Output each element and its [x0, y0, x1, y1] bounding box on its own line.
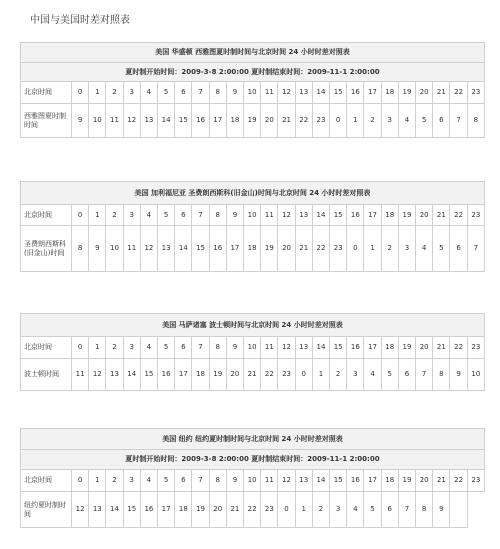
cell: 11 — [261, 205, 278, 226]
cell: 2 — [381, 226, 398, 272]
cell: 23 — [467, 82, 484, 104]
cell: 17 — [364, 82, 381, 104]
cell: 12 — [278, 337, 295, 359]
cell: 20 — [416, 470, 433, 492]
cell: 4 — [364, 359, 381, 391]
cell-empty — [467, 492, 484, 528]
cell: 14 — [158, 104, 175, 138]
cell: 0 — [72, 205, 89, 226]
cell: 7 — [450, 104, 467, 138]
cell: 22 — [450, 470, 467, 492]
cell: 4 — [140, 205, 157, 226]
table-row-local — [21, 226, 485, 272]
cell: 19 — [398, 337, 415, 359]
cell: 15 — [330, 470, 347, 492]
cell: 3 — [123, 205, 140, 226]
table-row-beijing — [21, 470, 485, 492]
cell: 15 — [140, 359, 157, 391]
cell: 3 — [347, 359, 364, 391]
cell: 22 — [450, 337, 467, 359]
cell: 8 — [209, 470, 226, 492]
cell: 9 — [433, 492, 450, 528]
cell: 19 — [398, 470, 415, 492]
cell: 5 — [381, 359, 398, 391]
cell: 14 — [312, 82, 329, 104]
cell: 21 — [433, 82, 450, 104]
cell: 15 — [330, 82, 347, 104]
cell-empty — [450, 492, 467, 528]
cell: 1 — [312, 359, 329, 391]
cell: 13 — [295, 337, 312, 359]
cell: 10 — [244, 82, 261, 104]
cell: 18 — [381, 205, 398, 226]
cell: 22 — [450, 205, 467, 226]
cell: 4 — [398, 104, 415, 138]
cell: 0 — [72, 337, 89, 359]
cell: 2 — [364, 104, 381, 138]
cell: 6 — [175, 205, 192, 226]
cell: 1 — [364, 226, 381, 272]
cell: 16 — [347, 470, 364, 492]
cell: 19 — [244, 104, 261, 138]
cell: 17 — [364, 337, 381, 359]
cell: 8 — [467, 104, 484, 138]
cell: 15 — [192, 226, 209, 272]
cell: 16 — [158, 359, 175, 391]
cell: 7 — [467, 226, 484, 272]
table-row-beijing — [21, 82, 485, 104]
cell: 6 — [175, 337, 192, 359]
cell: 17 — [175, 359, 192, 391]
cell: 1 — [347, 104, 364, 138]
row-label: 北京时间 — [21, 337, 72, 359]
cell: 12 — [89, 359, 106, 391]
cell: 23 — [330, 226, 347, 272]
cell: 5 — [364, 492, 381, 528]
cell: 9 — [226, 205, 243, 226]
cell: 15 — [330, 205, 347, 226]
cell: 22 — [261, 359, 278, 391]
cell: 12 — [123, 104, 140, 138]
cell: 8 — [433, 359, 450, 391]
cell: 13 — [140, 104, 157, 138]
cell: 8 — [416, 492, 433, 528]
cell: 5 — [416, 104, 433, 138]
cell: 11 — [106, 104, 123, 138]
cell: 9 — [89, 226, 106, 272]
table-row-local — [21, 492, 485, 528]
cell: 0 — [347, 226, 364, 272]
cell: 3 — [330, 492, 347, 528]
cell: 16 — [347, 82, 364, 104]
cell: 20 — [416, 82, 433, 104]
cell: 18 — [381, 337, 398, 359]
cell: 14 — [106, 492, 123, 528]
cell: 6 — [175, 82, 192, 104]
cell: 10 — [106, 226, 123, 272]
cell: 21 — [295, 226, 312, 272]
cell: 18 — [381, 470, 398, 492]
cell: 19 — [398, 205, 415, 226]
cell: 8 — [209, 205, 226, 226]
cell: 15 — [330, 337, 347, 359]
cell: 14 — [123, 359, 140, 391]
cell: 2 — [106, 470, 123, 492]
cell: 11 — [261, 470, 278, 492]
cell: 10 — [244, 205, 261, 226]
cell: 13 — [295, 205, 312, 226]
table-row-local — [21, 104, 485, 138]
cell: 6 — [450, 226, 467, 272]
cell: 22 — [450, 82, 467, 104]
cell: 17 — [209, 104, 226, 138]
cell: 23 — [278, 359, 295, 391]
cell: 9 — [72, 104, 89, 138]
table-title: 美国 马萨诸塞 波士顿时间与北京时间 24 小时时差对照表 — [21, 314, 485, 337]
cell: 10 — [244, 337, 261, 359]
cell: 4 — [140, 470, 157, 492]
cell: 19 — [261, 226, 278, 272]
cell: 10 — [467, 359, 484, 391]
cell: 12 — [140, 226, 157, 272]
cell: 13 — [158, 226, 175, 272]
cell: 5 — [433, 226, 450, 272]
cell: 7 — [398, 492, 415, 528]
boston-table — [20, 313, 485, 391]
table-subtitle: 夏时制开始时间：2009-3-8 2:00:00 夏时制结束时间：2009-11-1 2:00:00 — [21, 450, 485, 470]
cell: 23 — [467, 470, 484, 492]
cell: 7 — [192, 470, 209, 492]
cell: 7 — [416, 359, 433, 391]
cell: 22 — [295, 104, 312, 138]
table-row-local — [21, 359, 485, 391]
row-label: 西雅图夏时制时间 — [21, 104, 72, 138]
cell: 13 — [295, 82, 312, 104]
table-title: 美国 华盛顿 西雅图夏时制时间与北京时间 24 小时时差对照表 — [21, 43, 485, 63]
row-label: 北京时间 — [21, 82, 72, 104]
cell: 4 — [416, 226, 433, 272]
cell: 6 — [175, 470, 192, 492]
cell: 14 — [312, 337, 329, 359]
cell: 20 — [209, 492, 226, 528]
cell: 2 — [106, 337, 123, 359]
cell: 0 — [278, 492, 295, 528]
cell: 6 — [381, 492, 398, 528]
cell: 8 — [209, 337, 226, 359]
cell: 2 — [106, 82, 123, 104]
cell: 21 — [278, 104, 295, 138]
cell: 11 — [123, 226, 140, 272]
cell: 7 — [192, 205, 209, 226]
cell: 12 — [278, 205, 295, 226]
cell: 9 — [450, 359, 467, 391]
row-label: 纽约夏时制时间 — [21, 492, 72, 528]
cell: 22 — [244, 492, 261, 528]
cell: 13 — [89, 492, 106, 528]
cell: 16 — [209, 226, 226, 272]
san-francisco-table — [20, 181, 485, 272]
cell: 21 — [226, 492, 243, 528]
new-york-dst-table — [20, 428, 485, 528]
cell: 12 — [278, 470, 295, 492]
cell: 3 — [123, 337, 140, 359]
cell: 2 — [330, 359, 347, 391]
cell: 19 — [192, 492, 209, 528]
cell: 3 — [123, 470, 140, 492]
row-label: 北京时间 — [21, 470, 72, 492]
cell: 17 — [364, 205, 381, 226]
cell: 5 — [158, 205, 175, 226]
cell: 21 — [433, 205, 450, 226]
cell: 14 — [312, 470, 329, 492]
cell: 5 — [158, 82, 175, 104]
cell: 19 — [398, 82, 415, 104]
cell: 6 — [398, 359, 415, 391]
cell: 14 — [312, 205, 329, 226]
cell: 6 — [433, 104, 450, 138]
cell: 10 — [244, 470, 261, 492]
cell: 21 — [433, 470, 450, 492]
cell: 19 — [209, 359, 226, 391]
cell: 7 — [192, 82, 209, 104]
cell: 20 — [261, 104, 278, 138]
table-row-beijing — [21, 337, 485, 359]
cell: 21 — [433, 337, 450, 359]
cell: 1 — [89, 337, 106, 359]
cell: 11 — [261, 337, 278, 359]
cell: 3 — [381, 104, 398, 138]
cell: 2 — [312, 492, 329, 528]
cell: 0 — [72, 470, 89, 492]
cell: 18 — [192, 359, 209, 391]
cell: 15 — [123, 492, 140, 528]
cell: 16 — [140, 492, 157, 528]
table-title: 美国 加利福尼亚 圣费朗西斯科(旧金山)时间与北京时间 24 小时时差对照表 — [21, 182, 485, 205]
cell: 22 — [312, 226, 329, 272]
cell: 8 — [72, 226, 89, 272]
cell: 16 — [347, 205, 364, 226]
cell: 1 — [295, 492, 312, 528]
cell: 16 — [192, 104, 209, 138]
cell: 18 — [244, 226, 261, 272]
cell: 18 — [175, 492, 192, 528]
cell: 23 — [467, 205, 484, 226]
cell: 1 — [89, 470, 106, 492]
row-label: 波士顿时间 — [21, 359, 72, 391]
cell: 5 — [158, 337, 175, 359]
row-label: 圣费朗西斯科(旧金山)时间 — [21, 226, 72, 272]
cell: 12 — [278, 82, 295, 104]
cell: 15 — [175, 104, 192, 138]
cell: 23 — [467, 337, 484, 359]
cell: 12 — [72, 492, 89, 528]
cell: 10 — [89, 104, 106, 138]
cell: 7 — [192, 337, 209, 359]
table-row-beijing — [21, 205, 485, 226]
cell: 14 — [175, 226, 192, 272]
cell: 13 — [295, 470, 312, 492]
cell: 20 — [416, 337, 433, 359]
cell: 5 — [158, 470, 175, 492]
cell: 20 — [226, 359, 243, 391]
cell: 3 — [123, 82, 140, 104]
table-subtitle: 夏时制开始时间：2009-3-8 2:00:00 夏时制结束时间：2009-11-1 2:00:00 — [21, 63, 485, 82]
cell: 23 — [312, 104, 329, 138]
row-label: 北京时间 — [21, 205, 72, 226]
cell: 4 — [347, 492, 364, 528]
cell: 13 — [106, 359, 123, 391]
table-title: 美国 纽约 纽约夏时制时间与北京时间 24 小时时差对照表 — [21, 429, 485, 450]
cell: 9 — [226, 337, 243, 359]
cell: 23 — [261, 492, 278, 528]
cell: 1 — [89, 82, 106, 104]
cell: 9 — [226, 82, 243, 104]
cell: 2 — [106, 205, 123, 226]
cell: 17 — [226, 226, 243, 272]
cell: 0 — [295, 359, 312, 391]
cell: 1 — [89, 205, 106, 226]
cell: 4 — [140, 82, 157, 104]
cell: 9 — [226, 470, 243, 492]
cell: 18 — [381, 82, 398, 104]
cell: 17 — [158, 492, 175, 528]
cell: 17 — [364, 470, 381, 492]
cell: 0 — [72, 82, 89, 104]
page-title: 中国与美国时差对照表 — [30, 15, 130, 26]
cell: 3 — [398, 226, 415, 272]
seattle-dst-table — [20, 42, 485, 138]
cell: 8 — [209, 82, 226, 104]
cell: 20 — [416, 205, 433, 226]
cell: 4 — [140, 337, 157, 359]
cell: 21 — [244, 359, 261, 391]
cell: 20 — [278, 226, 295, 272]
cell: 18 — [226, 104, 243, 138]
cell: 11 — [72, 359, 89, 391]
cell: 0 — [330, 104, 347, 138]
cell: 11 — [261, 82, 278, 104]
cell: 16 — [347, 337, 364, 359]
